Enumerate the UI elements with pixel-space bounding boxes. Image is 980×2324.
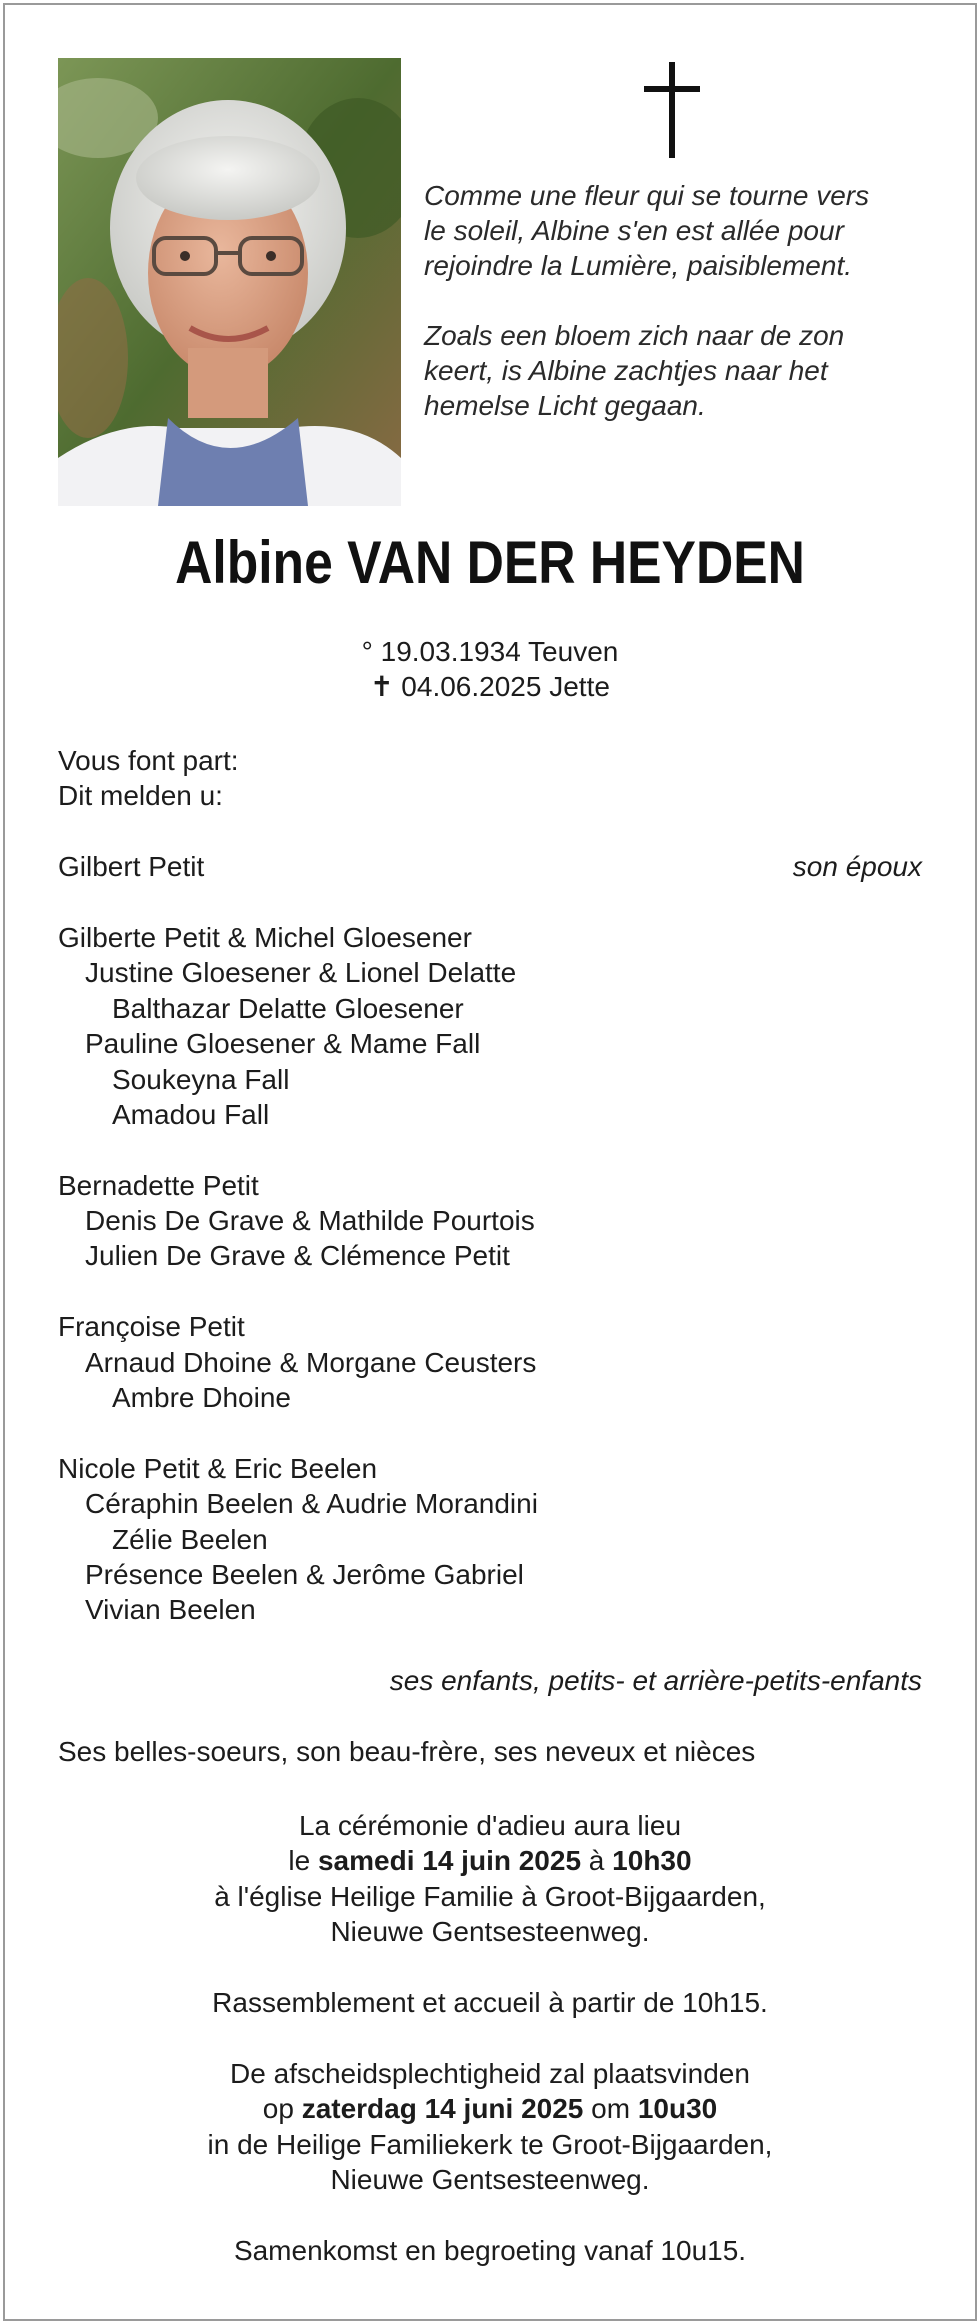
gathering-fr: Rassemblement et accueil à partir de 10h15.	[212, 1986, 768, 2018]
portrait-photo	[58, 58, 401, 506]
family-member-line: Amadou Fall	[112, 1098, 270, 1130]
ceremony-fr-intro: La cérémonie d'adieu aura lieu	[298, 1810, 682, 1841]
ceremony-nl-intro: De afscheidsplechtigheid zal plaatsvinden	[230, 2057, 750, 2089]
family-member-line: Soukeyna Fall	[112, 1063, 290, 1095]
quote-line: keert, is Albine zachtjes naar het	[424, 355, 828, 386]
announce-french: Vous font part:	[58, 745, 239, 776]
family-member-line: Balthazar Delatte Gloesener	[112, 992, 464, 1024]
family-member-line: Présence Beelen & Jerôme Gabriel	[85, 1558, 524, 1590]
family-announcement	[58, 743, 922, 1769]
ceremony-nl-place: in de Heilige Familiekerk te Groot-Bijgaarden,	[207, 2128, 773, 2160]
ceremony-nl-date: zaterdag 14 juni 2025	[301, 2093, 584, 2125]
deceased-name: Albine VAN DER HEYDEN	[175, 529, 805, 596]
family-member-line: Zélie Beelen	[112, 1523, 268, 1555]
spouse-relation: son époux	[792, 851, 922, 883]
family-list	[58, 920, 922, 1663]
family-member-line: Arnaud Dhoine & Morgane Ceusters	[85, 1346, 537, 1378]
family-member-line: Ambre Dhoine	[112, 1382, 291, 1414]
ceremony-fr-place: à l'église Heilige Familie à Groot-Bijgaarden,	[214, 1880, 766, 1912]
children-relation: ses enfants, petits- et arrière-petits-enfants	[389, 1665, 922, 1697]
quote-line: Comme une fleur qui se tourne vers	[424, 180, 870, 211]
portrait-image	[58, 58, 401, 506]
family-member-line: Gilberte Petit & Michel Gloesener	[58, 921, 472, 953]
family-member-line: Denis De Grave & Mathilde Pourtois	[85, 1205, 535, 1237]
family-member-line: Vivian Beelen	[85, 1594, 256, 1626]
family-member-line: Françoise Petit	[58, 1311, 245, 1343]
ceremony-fr-street: Nieuwe Gentsesteenweg.	[330, 1916, 650, 1948]
ceremony-nl-datetime: op zaterdag 14 juni 2025 om 10u30	[262, 2093, 718, 2125]
family-member-line: Bernadette Petit	[58, 1169, 259, 1201]
ceremony-nl-street: Nieuwe Gentsesteenweg.	[330, 2163, 650, 2195]
quote-line: Zoals een bloem zich naar de zon	[424, 320, 845, 351]
ceremony-nl-time: 10u30	[637, 2093, 718, 2125]
quote-line: hemelse Licht gegaan.	[424, 390, 706, 421]
birth-date: ° 19.03.1934 Teuven	[361, 636, 619, 667]
gathering-nl: Samenkomst en begroeting vanaf 10u15.	[233, 2234, 747, 2266]
family-member-line: Justine Gloesener & Lionel Delatte	[85, 957, 517, 989]
quote-line: rejoindre la Lumière, paisiblement.	[424, 250, 852, 281]
latin-cross-icon	[644, 62, 700, 158]
announce-dutch: Dit melden u:	[58, 780, 223, 812]
ceremony-fr-datetime: le samedi 14 juin 2025 à 10h30	[288, 1845, 692, 1877]
quote-dutch	[424, 318, 944, 423]
spouse-name: Gilbert Petit	[58, 851, 205, 883]
family-member-line: Céraphin Beelen & Audrie Morandini	[85, 1488, 538, 1520]
family-member-line: Julien De Grave & Clémence Petit	[85, 1240, 510, 1272]
death-date: ✝ 04.06.2025 Jette	[370, 671, 610, 702]
family-member-line: Nicole Petit & Eric Beelen	[58, 1452, 378, 1484]
extended-family: Ses belles-soeurs, son beau-frère, ses neveux et nièces	[58, 1735, 756, 1767]
ceremony-fr-date: samedi 14 juin 2025	[317, 1845, 582, 1877]
life-dates	[0, 634, 980, 704]
spouse-line	[58, 849, 922, 884]
quote-line: le soleil, Albine s'en est allée pour	[424, 215, 844, 246]
ceremony-info	[0, 1808, 980, 2268]
family-member-line: Pauline Gloesener & Mame Fall	[85, 1028, 481, 1060]
quote-french	[424, 178, 944, 283]
ceremony-fr-time: 10h30	[612, 1845, 692, 1877]
